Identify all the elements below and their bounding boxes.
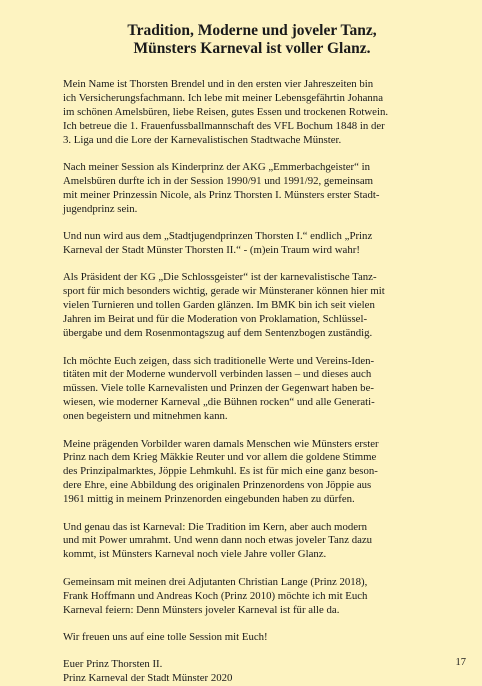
- text-line: 3. Liga und die Lore der Karnevalistischen Stadtwache Münster.: [63, 133, 342, 146]
- text-line: und mit Power umrahmt. Und wenn dann noch etwas joveler Tanz dazu: [63, 534, 373, 547]
- text-line: Karneval feiern: Denn Münsters joveler Karneval ist für alle da.: [63, 603, 340, 616]
- text-line: Ich möchte Euch zeigen, dass sich traditionelle Werte und Vereins-Iden-: [63, 354, 375, 367]
- text-line: ich Versicherungsfachmann. Ich lebe mit meiner Lebensgefährtin Johanna: [63, 91, 383, 104]
- text-line: dere Ehre, eine Abbildung des originalen Prinzenordens von Jöppie aus: [63, 479, 372, 492]
- text-line: vielen Turnieren und tollen Garden glänzen. Im BMK bin ich seit vielen: [63, 299, 375, 312]
- text-line: Nach meiner Session als Kinderprinz der AKG „Emmerbachgeister“ in: [63, 161, 371, 174]
- paragraph: [63, 631, 441, 645]
- text-line: Als Präsident der KG „Die Schlossgeister“ ist der karnevalistische Tanz-: [63, 271, 377, 284]
- text-line: sport für mich besonders wichtig, gerade wir Münsteraner können hier mit: [63, 285, 385, 298]
- paragraph: [63, 521, 441, 563]
- paragraph: [63, 78, 441, 148]
- text-line: Gemeinsam mit meinen drei Adjutanten Christian Lange (Prinz 2018),: [63, 575, 368, 588]
- body-text: [63, 78, 441, 645]
- text-line: Frank Hoffmann und Andreas Koch (Prinz 2010) möchte ich mit Euch: [63, 589, 368, 602]
- text-line: kommt, ist Münsters Karneval noch viele Jahre voller Glanz.: [63, 548, 327, 561]
- paragraph: [63, 271, 441, 341]
- text-line: im schönen Amelsbüren, liebe Reisen, gutes Essen und trockenen Rotwein.: [63, 105, 389, 118]
- text-line: wiesen, wie moderner Karneval „die Bühnen rocken“ und alle Generati-: [63, 396, 375, 409]
- text-line: Karneval der Stadt Münster Thorsten II.“ - (m)ein Traum wird wahr!: [63, 244, 360, 257]
- text-line: titäten mit der Moderne wundervoll verbinden lassen – und dieses auch: [63, 368, 372, 381]
- text-line: jugendprinz sein.: [63, 202, 138, 215]
- text-line: Wir freuen uns auf eine tolle Session mit Euch!: [63, 631, 268, 643]
- text-line: Ich betreue die 1. Frauenfussballmannschaft des VFL Bochum 1848 in der: [63, 119, 385, 132]
- text-line: 1961 mittig in meinem Prinzenorden eingebunden haben zu dürfen.: [63, 493, 355, 506]
- text-line: übergabe und dem Rosenmontagszug auf dem Sentenzbogen zuständig.: [63, 327, 373, 340]
- paragraph: [63, 438, 441, 508]
- text-line: Und genau das ist Karneval: Die Tradition im Kern, aber auch modern: [63, 520, 368, 533]
- signature-line-2: Prinz Karneval der Stadt Münster 2020: [63, 672, 233, 685]
- text-line: Jahren im Beirat und für die Moderation von Proklamation, Schlüssel-: [63, 313, 368, 326]
- text-line: müssen. Viele tolle Karnevalisten und Prinzen der Gegenwart haben be-: [63, 382, 374, 395]
- signature: [63, 658, 441, 686]
- text-line: onen begeistern und mitnehmen kann.: [63, 410, 228, 423]
- text-line: Meine prägenden Vorbilder waren damals Menschen wie Münsters erster: [63, 437, 379, 450]
- title-line-1: Tradition, Moderne und joveler Tanz,: [127, 22, 377, 39]
- paragraph: [63, 355, 441, 425]
- text-line: Mein Name ist Thorsten Brendel und in den ersten vier Jahreszeiten bin: [63, 78, 374, 90]
- page-title: [63, 22, 441, 57]
- text-line: Amelsbüren durfte ich in der Session 1990/91 und 1991/92, gemeinsam: [63, 174, 374, 187]
- signature-line-1: Euer Prinz Thorsten II.: [63, 658, 163, 671]
- text-line: Prinz nach dem Krieg Mäkkie Reuter und vor allem die goldene Stimme: [63, 451, 377, 464]
- document-page: [63, 22, 441, 686]
- text-line: mit meiner Prinzessin Nicole, als Prinz Thorsten I. Münsters erster Stadt-: [63, 188, 380, 201]
- paragraph: [63, 161, 441, 217]
- text-line: des Prinzipalmarktes, Jöppie Lehmkuhl. Es ist für mich eine ganz beson-: [63, 465, 378, 478]
- paragraph: [63, 576, 441, 618]
- title-line-2: Münsters Karneval ist voller Glanz.: [133, 39, 371, 57]
- page-number: 17: [455, 657, 466, 668]
- paragraph: [63, 230, 441, 258]
- text-line: Und nun wird aus dem „Stadtjugendprinzen Thorsten I.“ endlich „Prinz: [63, 230, 373, 243]
